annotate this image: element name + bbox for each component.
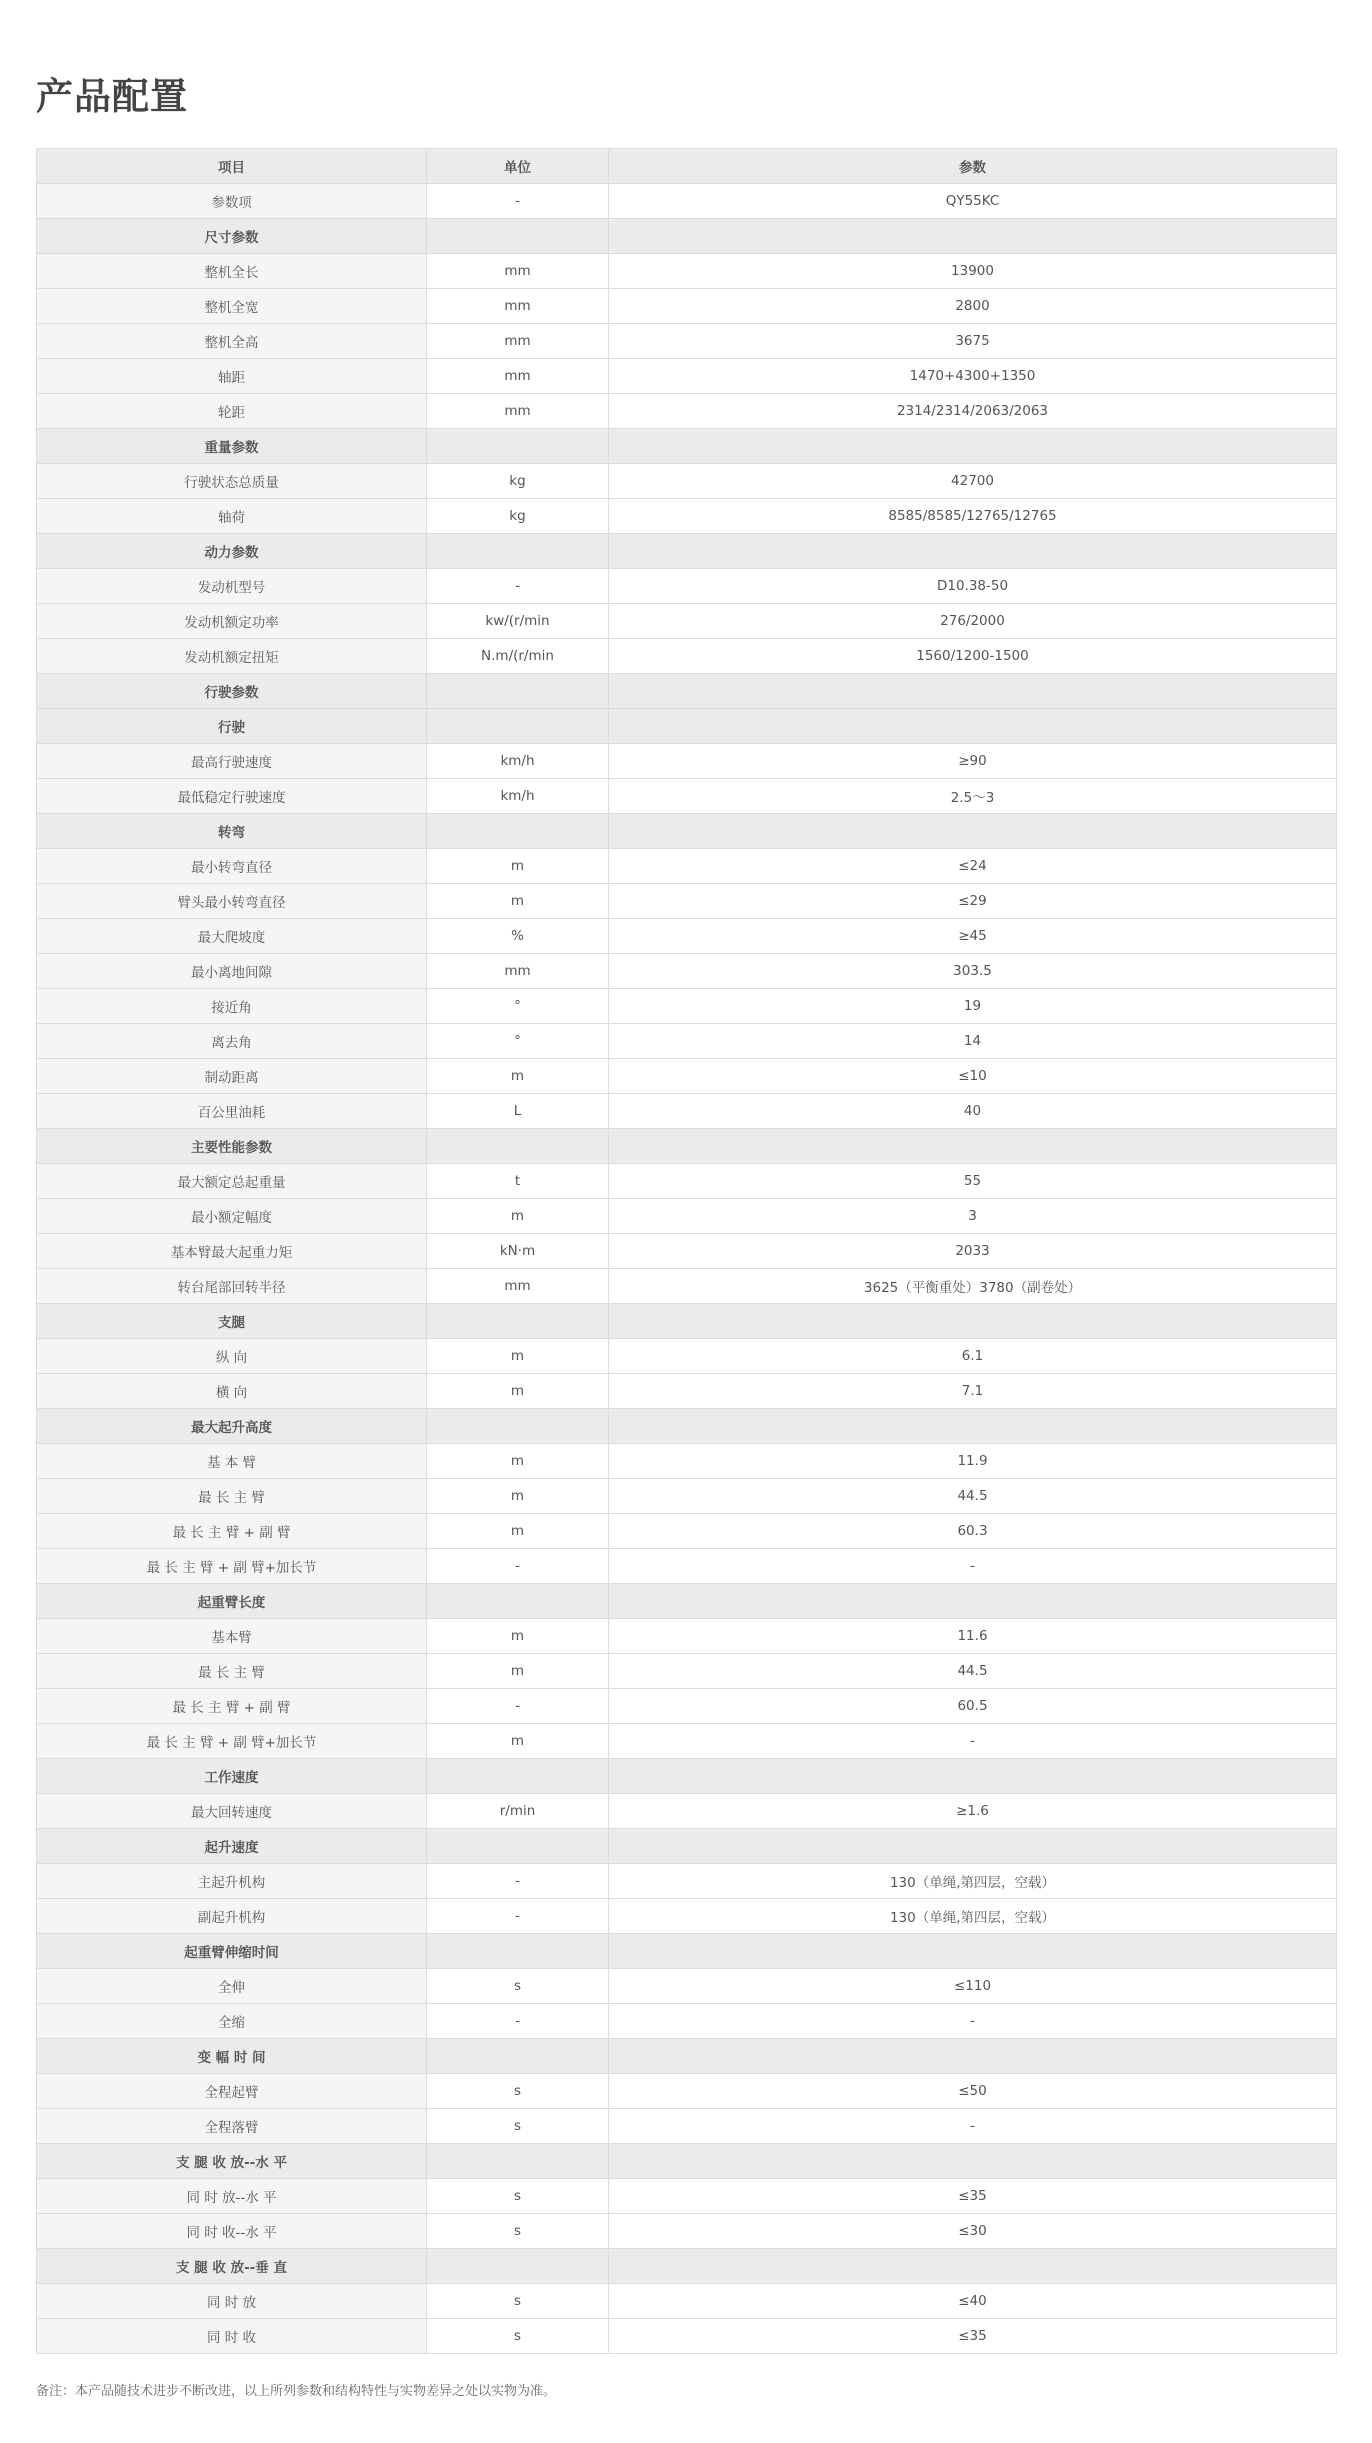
row-value-cell [609, 1584, 1337, 1619]
row-item-cell: 离去角 [37, 1024, 427, 1059]
row-value-cell [609, 219, 1337, 254]
table-row [37, 1654, 1337, 1689]
row-item-cell: 起升速度 [37, 1829, 427, 1864]
row-unit-cell: m [427, 1724, 609, 1759]
row-item-cell: 臂头最小转弯直径 [37, 884, 427, 919]
row-value-cell: - [609, 1549, 1337, 1584]
row-item-cell: 参数项 [37, 184, 427, 219]
row-value-cell: 44.5 [609, 1479, 1337, 1514]
row-value-cell [609, 1409, 1337, 1444]
row-item-cell: 最大起升高度 [37, 1409, 427, 1444]
row-item-cell: 支 腿 收 放--垂 直 [37, 2249, 427, 2284]
table-row [37, 359, 1337, 394]
row-value-cell: 55 [609, 1164, 1337, 1199]
row-value-cell: ≥90 [609, 744, 1337, 779]
row-value-cell: 19 [609, 989, 1337, 1024]
row-item-cell: 基本臂 [37, 1619, 427, 1654]
table-row [37, 1234, 1337, 1269]
row-unit-cell [427, 1129, 609, 1164]
row-item-cell: 发动机额定功率 [37, 604, 427, 639]
table-row [37, 989, 1337, 1024]
row-unit-cell [427, 219, 609, 254]
row-item-cell: 百公里油耗 [37, 1094, 427, 1129]
row-item-cell: 纵 向 [37, 1339, 427, 1374]
row-unit-cell: m [427, 1514, 609, 1549]
row-unit-cell: - [427, 1549, 609, 1584]
table-row [37, 1059, 1337, 1094]
row-item-cell: 最小转弯直径 [37, 849, 427, 884]
section-row [37, 1934, 1337, 1969]
row-value-cell: 2800 [609, 289, 1337, 324]
row-item-cell: 基 本 臂 [37, 1444, 427, 1479]
table-row [37, 1479, 1337, 1514]
section-row [37, 1829, 1337, 1864]
row-value-cell [609, 534, 1337, 569]
row-value-cell: 130（单绳,第四层，空载） [609, 1899, 1337, 1934]
row-item-cell: 全程起臂 [37, 2074, 427, 2109]
row-unit-cell: m [427, 1374, 609, 1409]
table-row [37, 1549, 1337, 1584]
table-row [37, 2074, 1337, 2109]
row-value-cell: 14 [609, 1024, 1337, 1059]
row-unit-cell: mm [427, 324, 609, 359]
header-value: 参数 [609, 149, 1337, 184]
row-item-cell: 同 时 放--水 平 [37, 2179, 427, 2214]
row-unit-cell: m [427, 1654, 609, 1689]
row-value-cell: 3 [609, 1199, 1337, 1234]
row-item-cell: 支腿 [37, 1304, 427, 1339]
row-value-cell [609, 709, 1337, 744]
row-item-cell: 接近角 [37, 989, 427, 1024]
section-row [37, 1129, 1337, 1164]
table-row [37, 1619, 1337, 1654]
row-unit-cell: - [427, 569, 609, 604]
row-unit-cell: mm [427, 954, 609, 989]
row-unit-cell [427, 1304, 609, 1339]
row-item-cell: 起重臂长度 [37, 1584, 427, 1619]
row-item-cell: 最大额定总起重量 [37, 1164, 427, 1199]
row-value-cell: 2033 [609, 1234, 1337, 1269]
row-value-cell: ≤110 [609, 1969, 1337, 2004]
section-row [37, 2039, 1337, 2074]
row-value-cell: ≤29 [609, 884, 1337, 919]
row-value-cell: 2.5～3 [609, 779, 1337, 814]
table-row [37, 604, 1337, 639]
header-unit: 单位 [427, 149, 609, 184]
row-unit-cell [427, 674, 609, 709]
row-unit-cell: r/min [427, 1794, 609, 1829]
row-unit-cell: mm [427, 1269, 609, 1304]
row-value-cell [609, 2144, 1337, 2179]
table-row [37, 639, 1337, 674]
row-item-cell: 发动机型号 [37, 569, 427, 604]
table-row [37, 1444, 1337, 1479]
row-unit-cell: ° [427, 1024, 609, 1059]
row-value-cell [609, 2249, 1337, 2284]
row-unit-cell [427, 2039, 609, 2074]
row-value-cell: 2314/2314/2063/2063 [609, 394, 1337, 429]
row-unit-cell: m [427, 884, 609, 919]
table-row [37, 324, 1337, 359]
table-header-row [37, 149, 1337, 184]
table-row [37, 1724, 1337, 1759]
row-unit-cell: s [427, 2284, 609, 2319]
table-row [37, 1689, 1337, 1724]
section-row [37, 2144, 1337, 2179]
row-value-cell: 1470+4300+1350 [609, 359, 1337, 394]
row-value-cell: 6.1 [609, 1339, 1337, 1374]
row-unit-cell: mm [427, 394, 609, 429]
table-row [37, 254, 1337, 289]
row-unit-cell: - [427, 1689, 609, 1724]
row-item-cell: 整机全长 [37, 254, 427, 289]
row-value-cell: 3625（平衡重处）3780（副卷处） [609, 1269, 1337, 1304]
page-title: 产品配置 [36, 75, 188, 118]
row-item-cell: 行驶参数 [37, 674, 427, 709]
table-row [37, 1269, 1337, 1304]
row-item-cell: 起重臂伸缩时间 [37, 1934, 427, 1969]
spec-table-body [37, 184, 1337, 2354]
row-unit-cell: % [427, 919, 609, 954]
row-value-cell [609, 1934, 1337, 1969]
row-item-cell: 同 时 收--水 平 [37, 2214, 427, 2249]
row-item-cell: 轮距 [37, 394, 427, 429]
row-item-cell: 主起升机构 [37, 1864, 427, 1899]
row-unit-cell: N.m/(r/min [427, 639, 609, 674]
table-row [37, 464, 1337, 499]
table-row [37, 2179, 1337, 2214]
row-value-cell: 11.6 [609, 1619, 1337, 1654]
row-unit-cell: kg [427, 464, 609, 499]
row-unit-cell [427, 534, 609, 569]
row-value-cell [609, 814, 1337, 849]
row-unit-cell: m [427, 1059, 609, 1094]
row-item-cell: 转台尾部回转半径 [37, 1269, 427, 1304]
table-row [37, 1199, 1337, 1234]
row-value-cell: - [609, 2109, 1337, 2144]
section-row [37, 1584, 1337, 1619]
section-row [37, 1304, 1337, 1339]
row-unit-cell: m [427, 1444, 609, 1479]
row-unit-cell: mm [427, 359, 609, 394]
row-unit-cell [427, 429, 609, 464]
row-unit-cell: s [427, 2074, 609, 2109]
row-item-cell: 支 腿 收 放--水 平 [37, 2144, 427, 2179]
row-value-cell: 44.5 [609, 1654, 1337, 1689]
row-unit-cell [427, 814, 609, 849]
row-unit-cell: m [427, 1479, 609, 1514]
row-unit-cell: ° [427, 989, 609, 1024]
table-row [37, 569, 1337, 604]
row-item-cell: 全伸 [37, 1969, 427, 2004]
section-row [37, 534, 1337, 569]
row-item-cell: 副起升机构 [37, 1899, 427, 1934]
row-value-cell [609, 429, 1337, 464]
row-value-cell: 11.9 [609, 1444, 1337, 1479]
row-value-cell: 303.5 [609, 954, 1337, 989]
row-value-cell: 1560/1200-1500 [609, 639, 1337, 674]
row-unit-cell: - [427, 184, 609, 219]
row-unit-cell: km/h [427, 779, 609, 814]
row-unit-cell [427, 1934, 609, 1969]
row-value-cell: ≤50 [609, 2074, 1337, 2109]
header-item: 项目 [37, 149, 427, 184]
table-row [37, 1339, 1337, 1374]
row-unit-cell: s [427, 2319, 609, 2354]
row-item-cell: 最大回转速度 [37, 1794, 427, 1829]
row-unit-cell: kN·m [427, 1234, 609, 1269]
row-value-cell [609, 1759, 1337, 1794]
row-value-cell: QY55KC [609, 184, 1337, 219]
row-item-cell: 最 长 主 臂 [37, 1654, 427, 1689]
table-row [37, 1164, 1337, 1199]
table-row [37, 2214, 1337, 2249]
row-item-cell: 最低稳定行驶速度 [37, 779, 427, 814]
row-item-cell: 制动距离 [37, 1059, 427, 1094]
section-row [37, 674, 1337, 709]
row-value-cell [609, 2039, 1337, 2074]
row-unit-cell [427, 1409, 609, 1444]
row-value-cell: 8585/8585/12765/12765 [609, 499, 1337, 534]
row-value-cell: ≥1.6 [609, 1794, 1337, 1829]
row-unit-cell: - [427, 1864, 609, 1899]
row-item-cell: 发动机额定扭矩 [37, 639, 427, 674]
row-item-cell: 最 长 主 臂 + 副 臂+加长节 [37, 1724, 427, 1759]
row-item-cell: 变 幅 时 间 [37, 2039, 427, 2074]
row-value-cell [609, 1129, 1337, 1164]
row-item-cell: 重量参数 [37, 429, 427, 464]
row-unit-cell: m [427, 1199, 609, 1234]
row-value-cell: 7.1 [609, 1374, 1337, 1409]
row-value-cell: ≤35 [609, 2319, 1337, 2354]
row-item-cell: 全程落臂 [37, 2109, 427, 2144]
table-row [37, 779, 1337, 814]
row-unit-cell: mm [427, 254, 609, 289]
row-item-cell: 同 时 收 [37, 2319, 427, 2354]
row-item-cell: 全缩 [37, 2004, 427, 2039]
row-item-cell: 最高行驶速度 [37, 744, 427, 779]
table-row [37, 2319, 1337, 2354]
row-unit-cell: s [427, 1969, 609, 2004]
table-row [37, 2004, 1337, 2039]
row-unit-cell [427, 709, 609, 744]
spec-table [36, 148, 1337, 2354]
row-value-cell [609, 1829, 1337, 1864]
row-item-cell: 行驶 [37, 709, 427, 744]
row-item-cell: 同 时 放 [37, 2284, 427, 2319]
table-row [37, 1794, 1337, 1829]
row-unit-cell: m [427, 849, 609, 884]
table-row [37, 499, 1337, 534]
row-item-cell: 轴荷 [37, 499, 427, 534]
row-value-cell: 13900 [609, 254, 1337, 289]
row-unit-cell: kw/(r/min [427, 604, 609, 639]
table-row [37, 1969, 1337, 2004]
row-item-cell: 主要性能参数 [37, 1129, 427, 1164]
row-value-cell [609, 674, 1337, 709]
row-unit-cell [427, 1759, 609, 1794]
table-row [37, 884, 1337, 919]
row-value-cell: 60.3 [609, 1514, 1337, 1549]
section-row [37, 814, 1337, 849]
row-value-cell: ≤24 [609, 849, 1337, 884]
table-row [37, 1094, 1337, 1129]
row-value-cell: 60.5 [609, 1689, 1337, 1724]
row-unit-cell: - [427, 2004, 609, 2039]
row-unit-cell: s [427, 2214, 609, 2249]
table-row [37, 1024, 1337, 1059]
footnote: 备注：本产品随技术进步不断改进，以上所列参数和结构特性与实物差异之处以实物为准。 [36, 2384, 557, 2399]
row-unit-cell: kg [427, 499, 609, 534]
section-row [37, 2249, 1337, 2284]
table-row [37, 744, 1337, 779]
table-row [37, 954, 1337, 989]
table-row [37, 919, 1337, 954]
row-item-cell: 最 长 主 臂 + 副 臂 [37, 1689, 427, 1724]
row-value-cell: 3675 [609, 324, 1337, 359]
row-item-cell: 最大爬坡度 [37, 919, 427, 954]
row-value-cell: ≤35 [609, 2179, 1337, 2214]
row-unit-cell: - [427, 1899, 609, 1934]
section-row [37, 1409, 1337, 1444]
row-item-cell: 行驶状态总质量 [37, 464, 427, 499]
section-row [37, 429, 1337, 464]
table-row [37, 1899, 1337, 1934]
row-item-cell: 最 长 主 臂 [37, 1479, 427, 1514]
table-row [37, 394, 1337, 429]
table-row [37, 849, 1337, 884]
row-item-cell: 整机全高 [37, 324, 427, 359]
row-item-cell: 基本臂最大起重力矩 [37, 1234, 427, 1269]
row-item-cell: 轴距 [37, 359, 427, 394]
row-unit-cell [427, 1584, 609, 1619]
row-unit-cell: km/h [427, 744, 609, 779]
row-value-cell: ≤30 [609, 2214, 1337, 2249]
row-item-cell: 最小离地间隙 [37, 954, 427, 989]
table-row [37, 1864, 1337, 1899]
row-item-cell: 工作速度 [37, 1759, 427, 1794]
row-value-cell: D10.38-50 [609, 569, 1337, 604]
table-row [37, 1374, 1337, 1409]
row-item-cell: 转弯 [37, 814, 427, 849]
row-value-cell: 42700 [609, 464, 1337, 499]
row-item-cell: 最 长 主 臂 + 副 臂+加长节 [37, 1549, 427, 1584]
table-row [37, 184, 1337, 219]
row-unit-cell: L [427, 1094, 609, 1129]
table-row [37, 289, 1337, 324]
row-value-cell [609, 1304, 1337, 1339]
row-unit-cell [427, 2144, 609, 2179]
row-unit-cell: m [427, 1339, 609, 1374]
row-unit-cell [427, 1829, 609, 1864]
row-value-cell: - [609, 1724, 1337, 1759]
row-unit-cell: m [427, 1619, 609, 1654]
section-row [37, 219, 1337, 254]
row-item-cell: 横 向 [37, 1374, 427, 1409]
row-value-cell: 130（单绳,第四层，空载） [609, 1864, 1337, 1899]
row-item-cell: 动力参数 [37, 534, 427, 569]
row-unit-cell: s [427, 2109, 609, 2144]
section-row [37, 709, 1337, 744]
row-unit-cell: t [427, 1164, 609, 1199]
row-item-cell: 最 长 主 臂 + 副 臂 [37, 1514, 427, 1549]
row-unit-cell: s [427, 2179, 609, 2214]
row-unit-cell: mm [427, 289, 609, 324]
row-value-cell: ≥45 [609, 919, 1337, 954]
row-item-cell: 整机全宽 [37, 289, 427, 324]
table-row [37, 2284, 1337, 2319]
row-value-cell: ≤40 [609, 2284, 1337, 2319]
table-row [37, 1514, 1337, 1549]
row-value-cell: ≤10 [609, 1059, 1337, 1094]
row-unit-cell [427, 2249, 609, 2284]
row-value-cell: - [609, 2004, 1337, 2039]
row-value-cell: 276/2000 [609, 604, 1337, 639]
section-row [37, 1759, 1337, 1794]
table-row [37, 2109, 1337, 2144]
row-item-cell: 尺寸参数 [37, 219, 427, 254]
row-item-cell: 最小额定幅度 [37, 1199, 427, 1234]
row-value-cell: 40 [609, 1094, 1337, 1129]
